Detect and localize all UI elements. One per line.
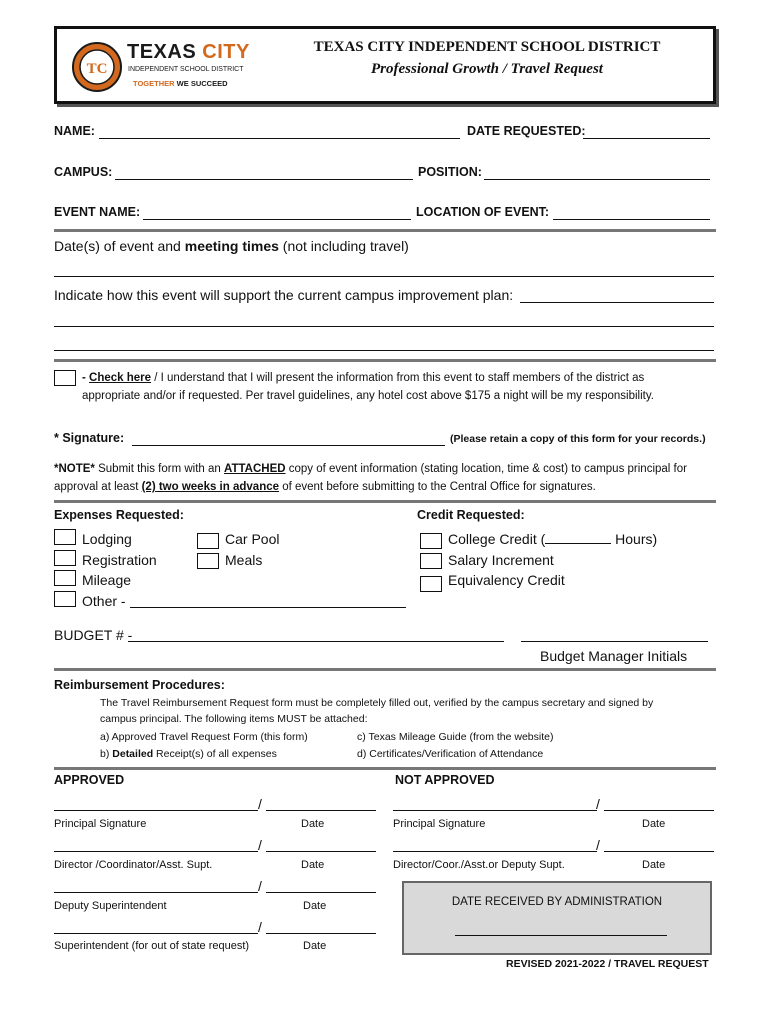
not-approved-director-date-field[interactable] bbox=[604, 851, 714, 852]
not-approved-director-date-label: Date bbox=[642, 859, 666, 871]
logo-tagline-together: TOGETHER bbox=[133, 79, 175, 88]
approved-deputy-signature-field[interactable] bbox=[54, 892, 258, 893]
note-attached: ATTACHED bbox=[224, 463, 286, 475]
event-dates-bold: meeting times bbox=[184, 238, 279, 254]
reimbursement-b-suffix: Receipt(s) of all expenses bbox=[153, 748, 277, 760]
page-subtitle: Professional Growth / Travel Request bbox=[371, 61, 603, 77]
location-label: LOCATION OF EVENT: bbox=[416, 205, 550, 219]
approved-deputy-date-field[interactable] bbox=[266, 892, 376, 893]
date-requested-field[interactable] bbox=[583, 138, 710, 139]
district-logo bbox=[71, 39, 251, 95]
position-field[interactable] bbox=[484, 179, 710, 180]
mileage-checkbox[interactable] bbox=[54, 570, 76, 586]
approved-principal-signature-field[interactable] bbox=[54, 810, 258, 811]
divider-4 bbox=[54, 668, 716, 671]
budget-field[interactable] bbox=[128, 641, 504, 642]
approved-director-date-field[interactable] bbox=[266, 851, 376, 852]
college-credit-prefix: College Credit ( bbox=[448, 531, 546, 547]
improvement-plan-label: Indicate how this event will support the current campus improvement plan: bbox=[54, 287, 514, 303]
admin-received-label: DATE RECEIVED BY ADMINISTRATION bbox=[451, 896, 663, 908]
admin-received-date-field[interactable] bbox=[455, 935, 667, 936]
admin-received-box bbox=[402, 881, 712, 955]
approved-director-signature-field[interactable] bbox=[54, 851, 258, 852]
lodging-label: Lodging bbox=[82, 531, 132, 547]
acknowledge-checkbox[interactable] bbox=[54, 370, 76, 386]
reimbursement-b-prefix: b) bbox=[100, 748, 113, 760]
divider-5 bbox=[54, 767, 716, 770]
college-credit-label bbox=[448, 531, 657, 547]
registration-label: Registration bbox=[82, 552, 157, 568]
reimbursement-line2: campus principal. The following items MUST be attached: bbox=[100, 713, 368, 725]
slash: / bbox=[596, 796, 600, 812]
event-dates-prefix: Date(s) of event and bbox=[54, 238, 185, 254]
other-label: Other - bbox=[82, 593, 126, 609]
campus-field[interactable] bbox=[115, 179, 413, 180]
event-dates-field[interactable] bbox=[54, 276, 714, 277]
logo-name-city: CITY bbox=[202, 41, 250, 63]
not-approved-director-signature-field[interactable] bbox=[393, 851, 597, 852]
other-field[interactable] bbox=[130, 607, 406, 608]
reimbursement-b-bold: Detailed bbox=[112, 748, 154, 760]
revised-footer: REVISED 2021-2022 / TRAVEL REQUEST bbox=[506, 958, 709, 970]
approved-superintendent-label: Superintendent (for out of state request) bbox=[54, 940, 250, 952]
not-approved-principal-date-label: Date bbox=[642, 818, 666, 830]
date-requested-label: DATE REQUESTED: bbox=[467, 124, 586, 138]
improvement-plan-field-3[interactable] bbox=[54, 350, 714, 351]
logo-tagline-we: WE bbox=[176, 79, 189, 88]
reimbursement-title: Reimbursement Procedures: bbox=[54, 678, 225, 692]
equivalency-credit-label: Equivalency Credit bbox=[448, 572, 565, 588]
salary-increment-label: Salary Increment bbox=[448, 552, 554, 568]
lodging-checkbox[interactable] bbox=[54, 529, 76, 545]
approved-director-label: Director /Coordinator/Asst. Supt. bbox=[54, 859, 213, 871]
location-field[interactable] bbox=[553, 219, 710, 220]
carpool-label: Car Pool bbox=[225, 531, 280, 547]
event-name-field[interactable] bbox=[143, 219, 411, 220]
college-credit-checkbox[interactable] bbox=[420, 533, 442, 549]
approved-principal-date-label: Date bbox=[301, 818, 325, 830]
approved-superintendent-signature-field[interactable] bbox=[54, 933, 258, 934]
approved-superintendent-date-label: Date bbox=[303, 940, 327, 952]
not-approved-director-label: Director/Coor./Asst.or Deputy Supt. bbox=[393, 859, 565, 871]
not-approved-principal-date-field[interactable] bbox=[604, 810, 714, 811]
divider-3 bbox=[54, 500, 716, 503]
meals-label: Meals bbox=[225, 552, 263, 568]
logo-tagline-succeed: SUCCEED bbox=[190, 79, 228, 88]
event-name-label: EVENT NAME: bbox=[54, 205, 141, 219]
signature-note: (Please retain a copy of this form for your records.) bbox=[450, 433, 706, 445]
signature-label: * Signature: bbox=[54, 431, 125, 445]
note-text-2: copy of event information (stating location, time & cost) to campus principal for bbox=[285, 463, 687, 475]
approved-superintendent-date-field[interactable] bbox=[266, 933, 376, 934]
event-dates-suffix: (not including travel) bbox=[278, 238, 409, 254]
logo-name-texas: TEXAS bbox=[127, 41, 197, 63]
improvement-plan-field-2[interactable] bbox=[54, 326, 714, 327]
not-approved-title: NOT APPROVED bbox=[395, 773, 495, 787]
meals-checkbox[interactable] bbox=[197, 553, 219, 569]
check-here-link[interactable]: Check here bbox=[89, 372, 152, 384]
budget-label: BUDGET # - bbox=[54, 627, 133, 643]
approved-principal-label: Principal Signature bbox=[54, 818, 147, 830]
divider-2 bbox=[54, 359, 716, 362]
not-approved-principal-signature-field[interactable] bbox=[393, 810, 597, 811]
event-dates-label bbox=[54, 238, 409, 254]
acknowledge-text-line2: appropriate and/or if requested. Per travel guidelines, any hotel cost above $175 a night will be my responsibility. bbox=[82, 390, 654, 402]
improvement-plan-field-1[interactable] bbox=[520, 302, 714, 303]
note-text-4: of event before submitting to the Central Office for signatures. bbox=[279, 481, 596, 493]
acknowledge-text-line1 bbox=[82, 372, 644, 384]
slash: / bbox=[258, 878, 262, 894]
equivalency-credit-checkbox[interactable] bbox=[420, 576, 442, 592]
approved-deputy-label: Deputy Superintendent bbox=[54, 900, 167, 912]
signature-field[interactable] bbox=[132, 445, 445, 446]
budget-manager-label: Budget Manager Initials bbox=[540, 648, 688, 664]
slash: / bbox=[596, 837, 600, 853]
carpool-checkbox[interactable] bbox=[197, 533, 219, 549]
note-text-1: Submit this form with an bbox=[94, 463, 225, 475]
reimbursement-item-d: d) Certificates/Verification of Attendance bbox=[357, 748, 544, 760]
college-credit-hours-field[interactable] bbox=[545, 531, 611, 544]
seal-initials: TC bbox=[86, 61, 108, 77]
approved-title: APPROVED bbox=[54, 773, 125, 787]
note-line2 bbox=[54, 481, 596, 493]
college-credit-suffix: Hours) bbox=[611, 531, 658, 547]
acknowledge-dash: - bbox=[82, 372, 90, 384]
note-label: *NOTE* bbox=[54, 463, 95, 475]
note-weeks: (2) two weeks in advance bbox=[141, 481, 280, 493]
slash: / bbox=[258, 796, 262, 812]
approved-deputy-date-label: Date bbox=[303, 900, 327, 912]
campus-label: CAMPUS: bbox=[54, 165, 113, 179]
header-box bbox=[54, 26, 716, 104]
reimbursement-line1: The Travel Reimbursement Request form must be completely filled out, verified by the campus secretary and signed by bbox=[100, 697, 654, 709]
approved-principal-date-field[interactable] bbox=[266, 810, 376, 811]
approved-director-date-label: Date bbox=[301, 859, 325, 871]
reimbursement-item-a: a) Approved Travel Request Form (this form) bbox=[100, 731, 308, 743]
name-label: NAME: bbox=[54, 124, 95, 138]
acknowledge-text-1: / I understand that I will present the information from this event to staff members of the district as bbox=[151, 372, 645, 384]
slash: / bbox=[258, 837, 262, 853]
registration-checkbox[interactable] bbox=[54, 550, 76, 566]
budget-initials-field[interactable] bbox=[521, 641, 708, 642]
note-line1 bbox=[54, 463, 687, 475]
not-approved-principal-label: Principal Signature bbox=[393, 818, 486, 830]
district-seal-icon bbox=[71, 41, 123, 93]
mileage-label: Mileage bbox=[82, 572, 132, 588]
position-label: POSITION: bbox=[418, 165, 482, 179]
reimbursement-item-b bbox=[100, 748, 277, 760]
name-field[interactable] bbox=[99, 138, 460, 139]
page-title: TEXAS CITY INDEPENDENT SCHOOL DISTRICT bbox=[313, 39, 661, 55]
reimbursement-item-c: c) Texas Mileage Guide (from the website) bbox=[357, 731, 554, 743]
salary-increment-checkbox[interactable] bbox=[420, 553, 442, 569]
other-checkbox[interactable] bbox=[54, 591, 76, 607]
note-text-3: approval at least bbox=[54, 481, 142, 493]
divider-1 bbox=[54, 229, 716, 232]
slash: / bbox=[258, 919, 262, 935]
credit-title: Credit Requested: bbox=[417, 508, 525, 522]
expenses-title: Expenses Requested: bbox=[54, 508, 184, 522]
logo-subtitle: INDEPENDENT SCHOOL DISTRICT bbox=[128, 66, 244, 73]
